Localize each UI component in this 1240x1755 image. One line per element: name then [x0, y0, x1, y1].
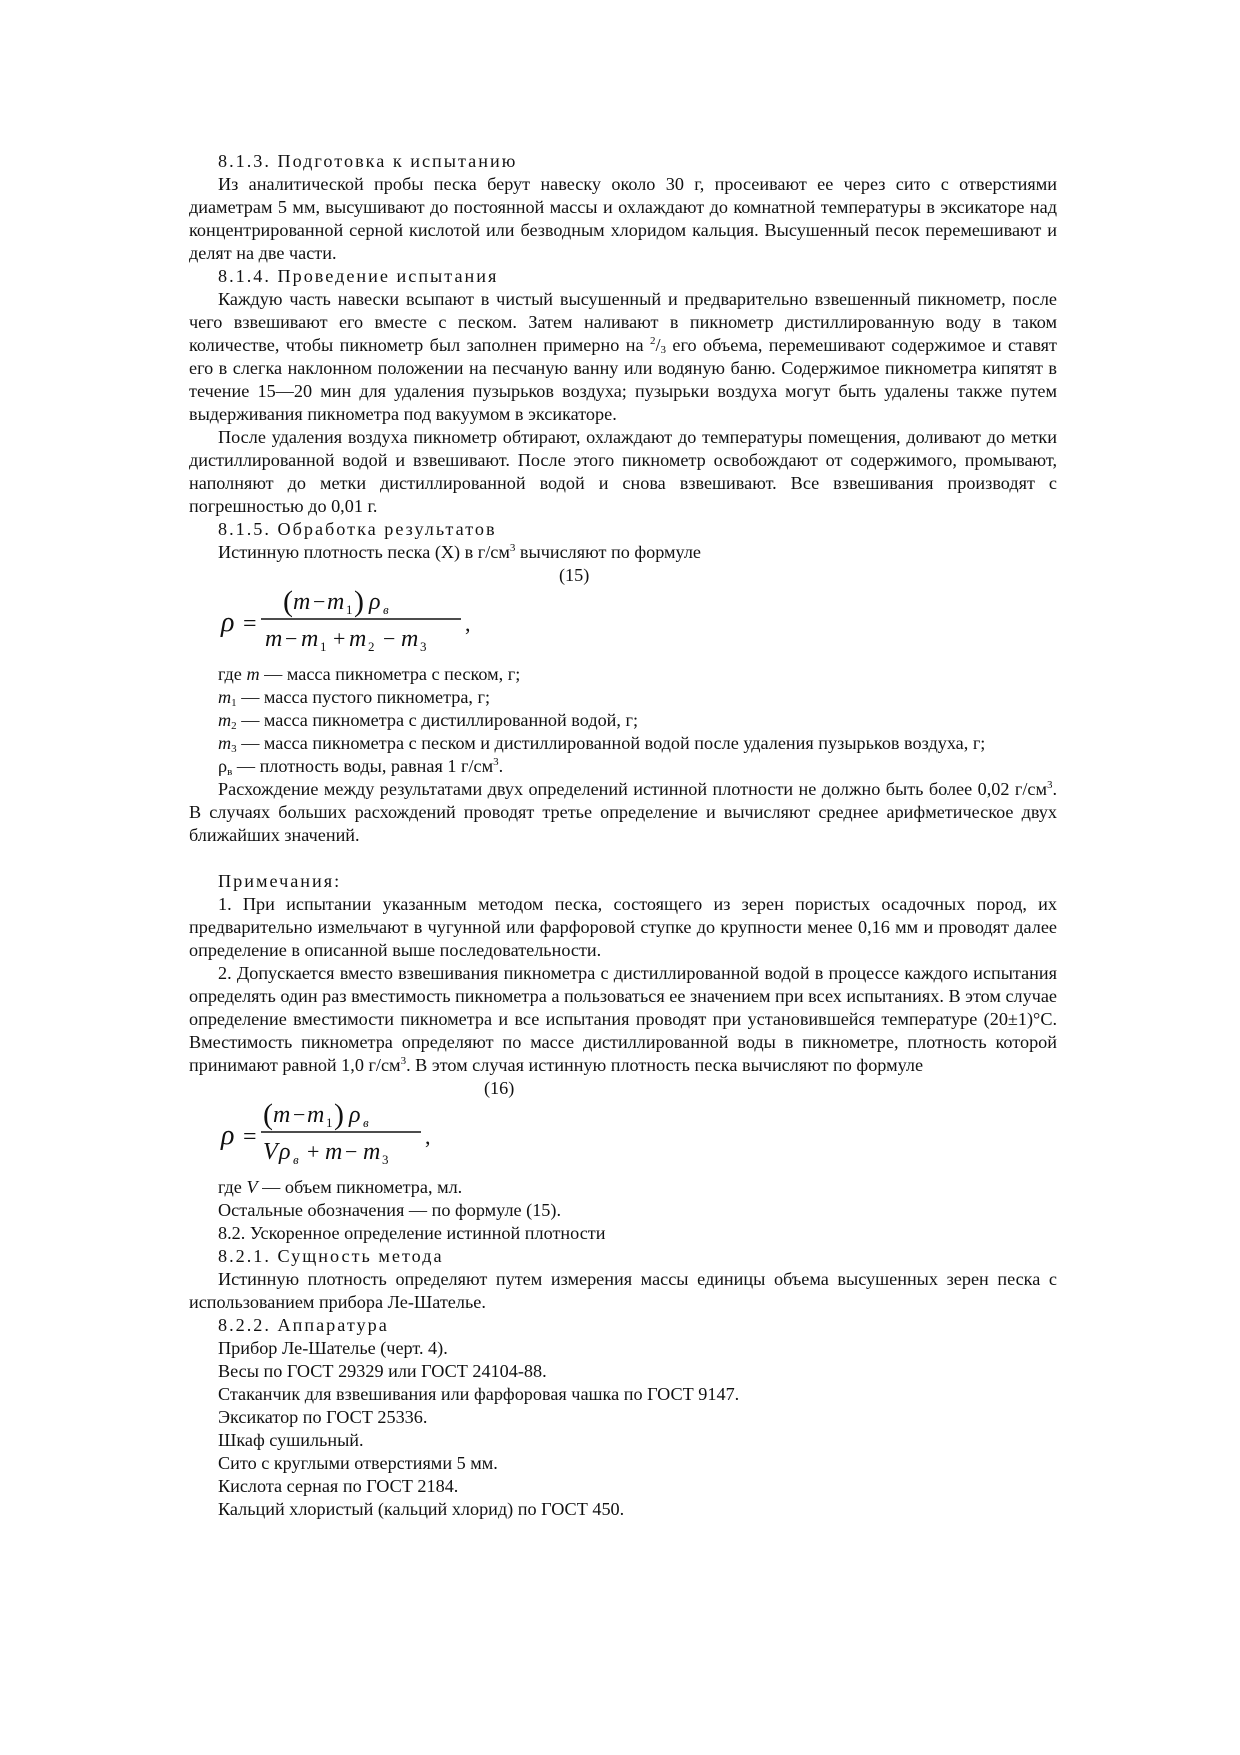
rho-symbol: ρ: [221, 607, 235, 638]
where-line: $m_2$ — масса пикнометра с дистиллированной водой, г;: [218, 710, 639, 732]
equation-number-15: (15): [559, 565, 590, 585]
equipment-item: Кальций хлористый (кальций хлорид) по ГОСТ 450.: [218, 1499, 625, 1519]
paren-close: ): [354, 585, 364, 618]
minus-sign: −: [293, 1102, 306, 1127]
rho-w: ρ: [349, 1102, 361, 1128]
section-heading-8-1-3: 8.1.3. Подготовка к испытанию: [218, 151, 518, 171]
section-heading-8-2-1: 8.2.1. Сущность метода: [218, 1246, 444, 1266]
equipment-item: Шкаф сушильный.: [218, 1430, 364, 1450]
sub-1: 1: [326, 1115, 333, 1130]
var-m1: m: [327, 589, 345, 615]
comma: ,: [465, 611, 471, 636]
paragraph-test-procedure: Каждую часть навески всыпают в чистый высушенный и предварительно взвешенный пикнометр, после чего взвешивают его вместе с песком. Затем наливают в пикнометр дистиллированную воду в таком количестве, чтобы пикнометр был заполнен примерно на $^2$/3 его объема, перемешивают содержимое и ставят его в слегка наклонном положении на песчаную ванну или водяную баню. Содержимое пикнометра кипятят в течение 15—20 мин для удаления пузырьков воздуха; пузырьки воздуха могут быть удалены также путем выдерживания пикнометра под вакуумом в эксикаторе.: [189, 289, 1057, 424]
var-m1: m: [301, 626, 319, 652]
formula-16-svg: [221, 1100, 441, 1176]
formula-16: [189, 1100, 1057, 1176]
where-line-V: где V — объем пикнометра, мл.: [218, 1177, 463, 1197]
paragraph-discrepancy: Расхождение между результатами двух определений истинной плотности не должно быть более 0,02 $г/см^3$. В случаях больших расхождений проводят третье определение и вычисляют среднее арифметическое двух ближайших значений.: [189, 779, 1057, 845]
plus-sign: +: [307, 1139, 320, 1164]
paren-open: (: [283, 585, 293, 618]
section-heading-8-1-5: 8.1.5. Обработка результатов: [218, 519, 497, 539]
var-m3: m: [363, 1139, 381, 1165]
sub-1: 1: [320, 639, 327, 654]
where-line: $m_1$ — масса пустого пикнометра, г;: [218, 687, 491, 709]
fraction-denominator: 3: [660, 344, 666, 356]
note-1: 1. При испытании указанным методом песка, состоящего из зерен пористых осадочных пород, их предварительно измельчают в чугунной или фарфоровой ступке до крупности менее 0,16 мм и проводят далее определение в описанной выше последовательности.: [189, 894, 1057, 960]
var-m3: m: [401, 626, 419, 652]
rho-w: ρ: [369, 589, 381, 615]
paragraph-sample-preparation: Из аналитической пробы песка берут навеску около 30 г, просеивают ее через сито с отверстиями диаметрам 5 мм, высушивают до постоянной массы и охлаждают до комнатной температуры в эксикаторе над концентрированной серной кислотой или безводным хлоридом кальция. Высушенный песок перемешивают и делят на две части.: [189, 174, 1057, 263]
sub-v: в: [363, 1115, 369, 1130]
var-m2: m: [349, 626, 367, 652]
equipment-item: Стаканчик для взвешивания или фарфоровая чашка по ГОСТ 9147.: [218, 1384, 740, 1404]
var-m: m: [265, 626, 283, 652]
sub-3: 3: [382, 1152, 389, 1167]
section-heading-8-1-4: 8.1.4. Проведение испытания: [218, 266, 499, 286]
sub-3: 3: [420, 639, 427, 654]
equipment-item: Эксикатор по ГОСТ 25336.: [218, 1407, 428, 1427]
minus-sign: −: [285, 626, 298, 651]
sub-v: в: [293, 1152, 299, 1167]
equipment-item: Прибор Ле-Шателье (черт. 4).: [218, 1338, 448, 1358]
equation-number-16: (16): [484, 1078, 515, 1098]
document-page: [189, 150, 1057, 1521]
sub-v: в: [383, 602, 389, 617]
formula-intro: Истинную плотность песка (X) в $г/см^3$ вычисляют по формуле: [218, 542, 701, 562]
blank-line: [189, 847, 1057, 870]
comma: ,: [425, 1124, 431, 1149]
formula-15-svg: [221, 587, 481, 663]
var-V: V: [263, 1139, 278, 1165]
section-heading-8-2-2: 8.2.2. Аппаратура: [218, 1315, 389, 1335]
paragraph-weighing: После удаления воздуха пикнометр обтирают, охлаждают до температуры помещения, доливают до метки дистиллированной водой и взвешивают. После этого пикнометр освобождают от содержимого, промывают, наполняют до метки дистиллированной водой и снова взвешивают. Все взвешивания производят с погрешностью до 0,01 г.: [189, 427, 1057, 516]
rest-designations: Остальные обозначения — по формуле (15).: [218, 1200, 562, 1220]
note-2: 2. Допускается вместо взвешивания пикнометра с дистиллированной водой в процессе каждого испытания определять один раз вместимость пикнометра а пользоваться ее значением при всех испытаниях. В этом случае определение вместимости пикнометра и все испытания проводят при установившейся температуре (20±1)°С. Вместимость пикнометра определяют по массе дистиллированной воды в пикнометре, плотность которой принимают равной 1,0 $г/см^3$. В этом случая истинную плотность песка вычисляют по формуле: [189, 963, 1057, 1075]
plus-sign: +: [333, 626, 346, 651]
var-m: m: [293, 589, 311, 615]
paragraph-method-essence: Истинную плотность определяют путем измерения массы единицы объема высушенных зерен песка с использованием прибора Ле-Шателье.: [189, 1269, 1057, 1312]
var-m1: m: [307, 1102, 325, 1128]
where-line-rho: $\rho_в$ — плотность воды, равная 1 $г/см^3$.: [218, 756, 504, 778]
equals-sign: =: [243, 611, 257, 637]
notes-heading: Примечания:: [218, 871, 342, 891]
equipment-item: Сито с круглыми отверстиями 5 мм.: [218, 1453, 498, 1473]
minus-sign: −: [383, 626, 396, 651]
rho-w: ρ: [279, 1139, 291, 1165]
equals-sign: =: [243, 1124, 257, 1150]
fraction-numerator: 2: [649, 335, 656, 347]
var-m: m: [325, 1139, 343, 1165]
sub-2: 2: [368, 639, 375, 654]
paren-close: ): [334, 1098, 344, 1131]
formula-15: [189, 587, 1057, 663]
section-title-8-2: 8.2. Ускоренное определение истинной плотности: [218, 1223, 606, 1243]
minus-sign: −: [345, 1139, 358, 1164]
where-line: $m_3$ — масса пикнометра с песком и дистиллированной водой после удаления пузырьков воздуха, г;: [218, 733, 986, 755]
var-m: m: [273, 1102, 291, 1128]
equipment-item: Кислота серная по ГОСТ 2184.: [218, 1476, 459, 1496]
paren-open: (: [263, 1098, 273, 1131]
sub-1: 1: [346, 602, 353, 617]
rho-symbol: ρ: [221, 1120, 235, 1151]
minus-sign: −: [313, 589, 326, 614]
equipment-item: Весы по ГОСТ 29329 или ГОСТ 24104-88.: [218, 1361, 547, 1381]
where-line: где m — масса пикнометра с песком, г;: [218, 664, 521, 684]
